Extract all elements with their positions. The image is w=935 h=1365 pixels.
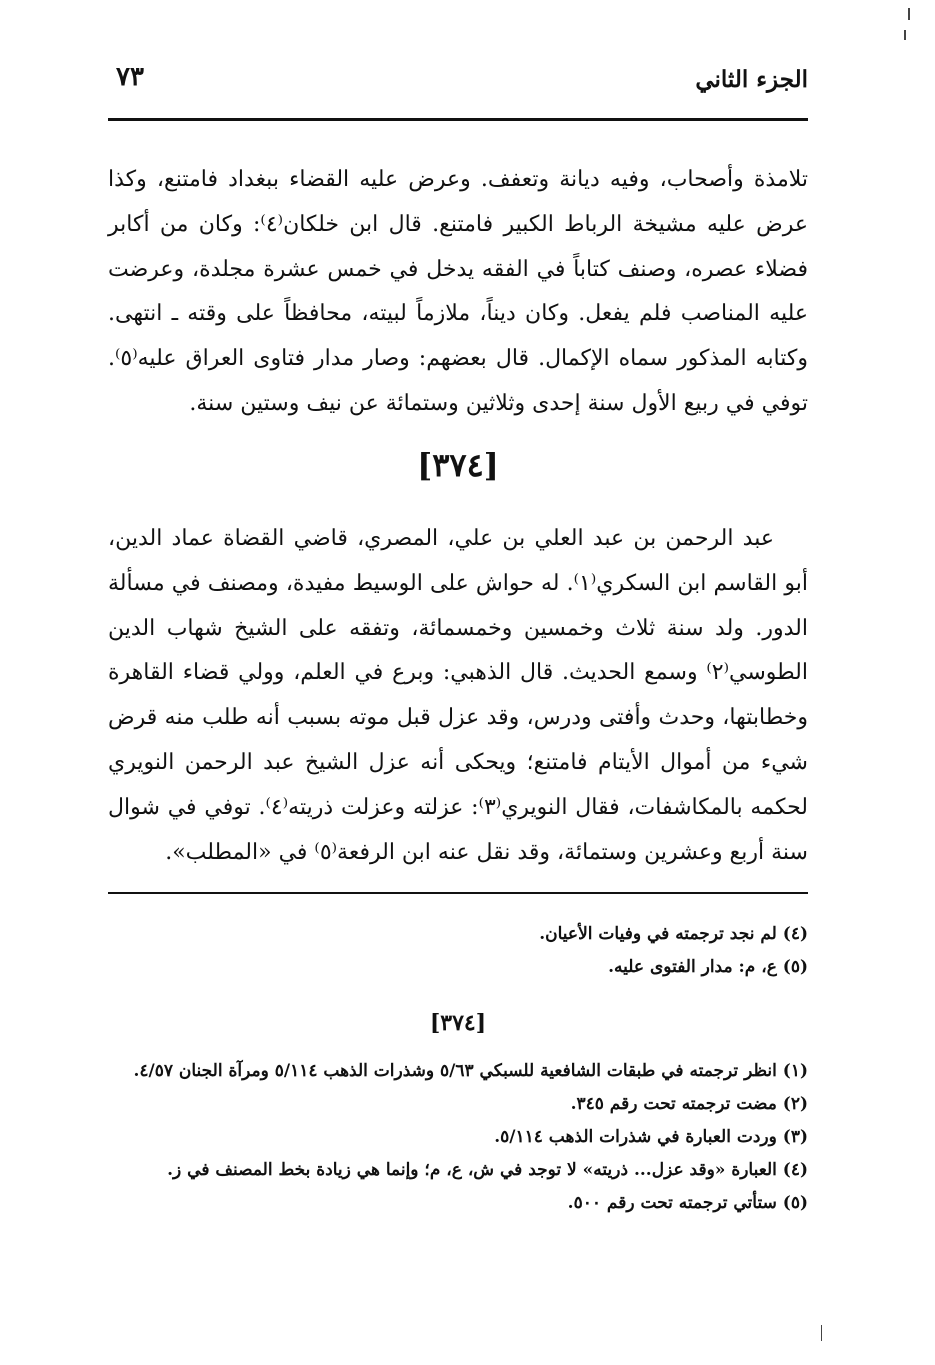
entry-number-heading: [٣٧٤] <box>417 446 499 484</box>
footnote-item: (١) انظر ترجمته في طبقات الشافعية للسبكي ٥/٦٣ وشذرات الذهب ٥/١١٤ ومرآة الجنان ٤/٥٧. <box>133 1061 808 1081</box>
scan-speck <box>821 1325 822 1341</box>
paragraph-continuation <box>108 158 808 427</box>
footnote-rule <box>108 892 808 894</box>
paragraph-text: تلامذة وأصحاب، وفيه ديانة وتعفف. وعرض عليه القضاء ببغداد فامتنع، وكذا عرض عليه مشيخة الرباط الكبير فامتنع. قال ابن خلكان⁽٤⁾: وكان من أكابر فضلاء عصره، وصنف كتاباً في الفقه يدخل في خمس عشرة مجلدة، وعرضت عليه المناصب فلم يفعل. وكان ديناً، ملازماً لبيته، محافظاً على وقته ـ انتهى. وكتابه المذكور سماه الإكمال. قال بعضهم: وصار مدار فتاوى العراق عليه⁽٥⁾. توفي في ربيع الأول سنة إحدى وثلاثين وستمائة عن نيف وستين سنة. <box>108 167 808 416</box>
running-title: الجزء الثاني <box>695 66 808 93</box>
footnote-entry-number: [٣٧٤] <box>429 1010 487 1036</box>
footnote-item: (٤) لم نجد ترجمته في وفيات الأعيان. <box>539 924 808 944</box>
footnotes-current-entry <box>108 1055 808 1220</box>
page-header <box>108 62 808 106</box>
footnotes-previous-entry <box>108 918 808 984</box>
scan-speck <box>908 8 910 20</box>
header-rule <box>108 118 808 121</box>
footnote-item: (٥) ع، م: مدار الفتوى عليه. <box>608 957 808 977</box>
page-number: ٧٣ <box>116 62 144 92</box>
scan-speck <box>904 30 906 40</box>
footnote-item: (٣) وردت العبارة في شذرات الذهب ٥/١١٤. <box>494 1127 808 1147</box>
footnote-item: (٢) مضت ترجمته تحت رقم ٣٤٥. <box>570 1094 808 1114</box>
footnote-item: (٤) العبارة «وقد عزل... ذريته» لا توجد في ش، ع، م؛ وإنما هي زيادة بخط المصنف في ز. <box>167 1160 808 1180</box>
paragraph-text: عبد الرحمن بن عبد العلي بن علي، المصري، قاضي القضاة عماد الدين، أبو القاسم ابن السكري⁽١⁾. له حواش على الوسيط مفيدة، ومصنف في مسألة الدور. ولد سنة ثلاث وخمسين وخمسمائة، وتفقه على الشيخ شهاب الدين الطوسي⁽٢⁾ وسمع الحديث. قال الذهبي: وبرع في العلم، وولي قضاء القاهرة وخطابتها، وحدث وأفتى ودرس، وقد عزل قبل موته بسبب أنه طلب منه قرض شيء من أموال الأيتام فامتنع؛ ويحكى أنه عزل الشيخ عبد الرحمن النويري لحكمه بالمكاشفات، فقال النويري⁽٣⁾: عزلته وعزلت ذريته⁽٤⁾. توفي في شوال سنة أربع وعشرين وستمائة، وقد نقل عنه ابن الرفعة⁽٥⁾ في «المطلب». <box>108 526 809 865</box>
footnote-item: (٥) ستأتي ترجمته تحت رقم ٥٠٠. <box>567 1193 808 1213</box>
biography-entry <box>108 517 808 875</box>
